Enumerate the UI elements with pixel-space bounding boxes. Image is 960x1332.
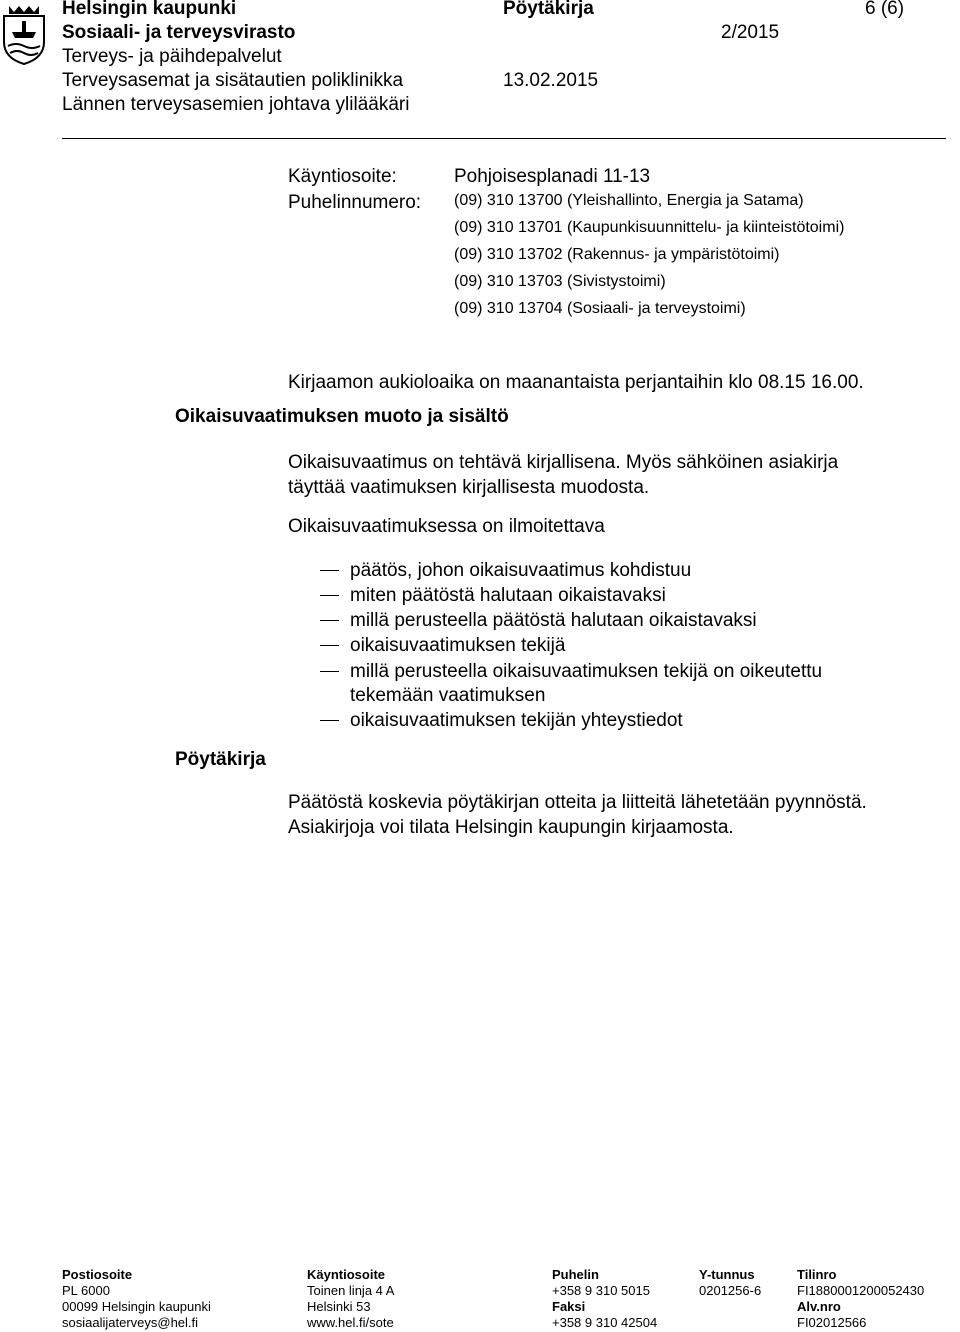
form-paragraph-line: täyttää vaatimuksen kirjallisesta muodosta. (288, 477, 650, 498)
phone-line: (09) 310 13701 (Kaupunkisuunnittelu- ja kiinteistötoimi) (454, 219, 845, 236)
footer-col-business-id (699, 1267, 761, 1299)
list-item: oikaisuvaatimuksen tekijä (350, 635, 566, 656)
footer-label: Puhelin (552, 1267, 599, 1282)
footer-col-account (797, 1267, 924, 1331)
list-item: millä perusteella päätöstä halutaan oikaistavaksi (350, 610, 757, 631)
header-divider (62, 138, 946, 139)
form-paragraph-line: Oikaisuvaatimus on tehtävä kirjallisena. Myös sähköinen asiakirja (288, 452, 839, 473)
office-hours: Kirjaamon aukioloaika on maanantaista perjantaihin klo 08.15 16.00. (288, 372, 864, 393)
list-dash (320, 645, 339, 646)
header-unit: Terveys- ja päihdepalvelut (62, 46, 282, 67)
phone-line: (09) 310 13703 (Sivistystoimi) (454, 273, 666, 290)
list-dash (320, 720, 339, 721)
footer-value: +358 9 310 42504 (552, 1315, 658, 1330)
address-value: Pohjoisesplanadi 11-13 (454, 166, 651, 187)
footer-value: FI02012566 (797, 1315, 867, 1330)
footer-label: Alv.nro (797, 1299, 841, 1314)
section-heading-form: Oikaisuvaatimuksen muoto ja sisältö (175, 406, 509, 427)
helsinki-coat-of-arms-logo (0, 2, 48, 66)
footer-col-visit (307, 1267, 394, 1331)
list-dash (320, 570, 339, 571)
header-org: Helsingin kaupunki (62, 0, 237, 19)
document-number: 2/2015 (721, 22, 780, 43)
footer-email-link[interactable]: sosiaalijaterveys@hel.fi (62, 1315, 199, 1330)
footer-value: PL 6000 (62, 1283, 110, 1298)
document-date: 13.02.2015 (503, 70, 599, 91)
page-number: 6 (6) (865, 0, 905, 19)
footer-col-phone (552, 1267, 657, 1331)
list-dash (320, 671, 339, 672)
phone-line: (09) 310 13704 (Sosiaali- ja terveystoimi) (454, 300, 746, 317)
phone-line: (09) 310 13700 (Yleishallinto, Energia ja Satama) (454, 192, 804, 209)
list-item: oikaisuvaatimuksen tekijän yhteystiedot (350, 710, 683, 731)
footer-value: 00099 Helsingin kaupunki (62, 1299, 211, 1314)
document-type: Pöytäkirja (503, 0, 594, 19)
footer-value: Toinen linja 4 A (307, 1283, 395, 1298)
footer-label: Käyntiosoite (307, 1267, 386, 1282)
footer-web-link[interactable]: www.hel.fi/sote (307, 1315, 394, 1330)
footer-value: Helsinki 53 (307, 1299, 371, 1314)
footer-value: FI1880001200052430 (797, 1283, 925, 1298)
footer-col-postal (62, 1267, 211, 1331)
list-item: millä perusteella oikaisuvaatimuksen tekijä on oikeutettu (350, 661, 823, 682)
header-subunit: Terveysasemat ja sisätautien poliklinikka (62, 70, 404, 91)
footer-label: Tilinro (797, 1267, 837, 1282)
list-item: päätös, johon oikaisuvaatimus kohdistuu (350, 560, 692, 581)
form-intro: Oikaisuvaatimuksessa on ilmoitettava (288, 516, 605, 537)
phone-line: (09) 310 13702 (Rakennus- ja ympäristötoimi) (454, 246, 780, 263)
minutes-line: Päätöstä koskevia pöytäkirjan otteita ja liitteitä lähetetään pyynnöstä. (288, 792, 867, 813)
list-item-continuation: tekemään vaatimuksen (350, 685, 546, 706)
address-label: Käyntiosoite: (288, 166, 397, 187)
minutes-line: Asiakirjoja voi tilata Helsingin kaupungin kirjaamosta. (288, 817, 734, 838)
footer-value: +358 9 310 5015 (552, 1283, 650, 1298)
phone-label: Puhelinnumero: (288, 192, 422, 213)
header-department: Sosiaali- ja terveysvirasto (62, 22, 296, 43)
section-heading-minutes: Pöytäkirja (175, 749, 266, 770)
footer-label: Y-tunnus (699, 1267, 755, 1282)
footer-label: Postiosoite (62, 1267, 133, 1282)
header-official: Lännen terveysasemien johtava ylilääkäri (62, 94, 410, 115)
footer-value: 0201256-6 (699, 1283, 762, 1298)
list-item: miten päätöstä halutaan oikaistavaksi (350, 585, 666, 606)
list-dash (320, 620, 339, 621)
list-dash (320, 595, 339, 596)
footer-label: Faksi (552, 1299, 586, 1314)
